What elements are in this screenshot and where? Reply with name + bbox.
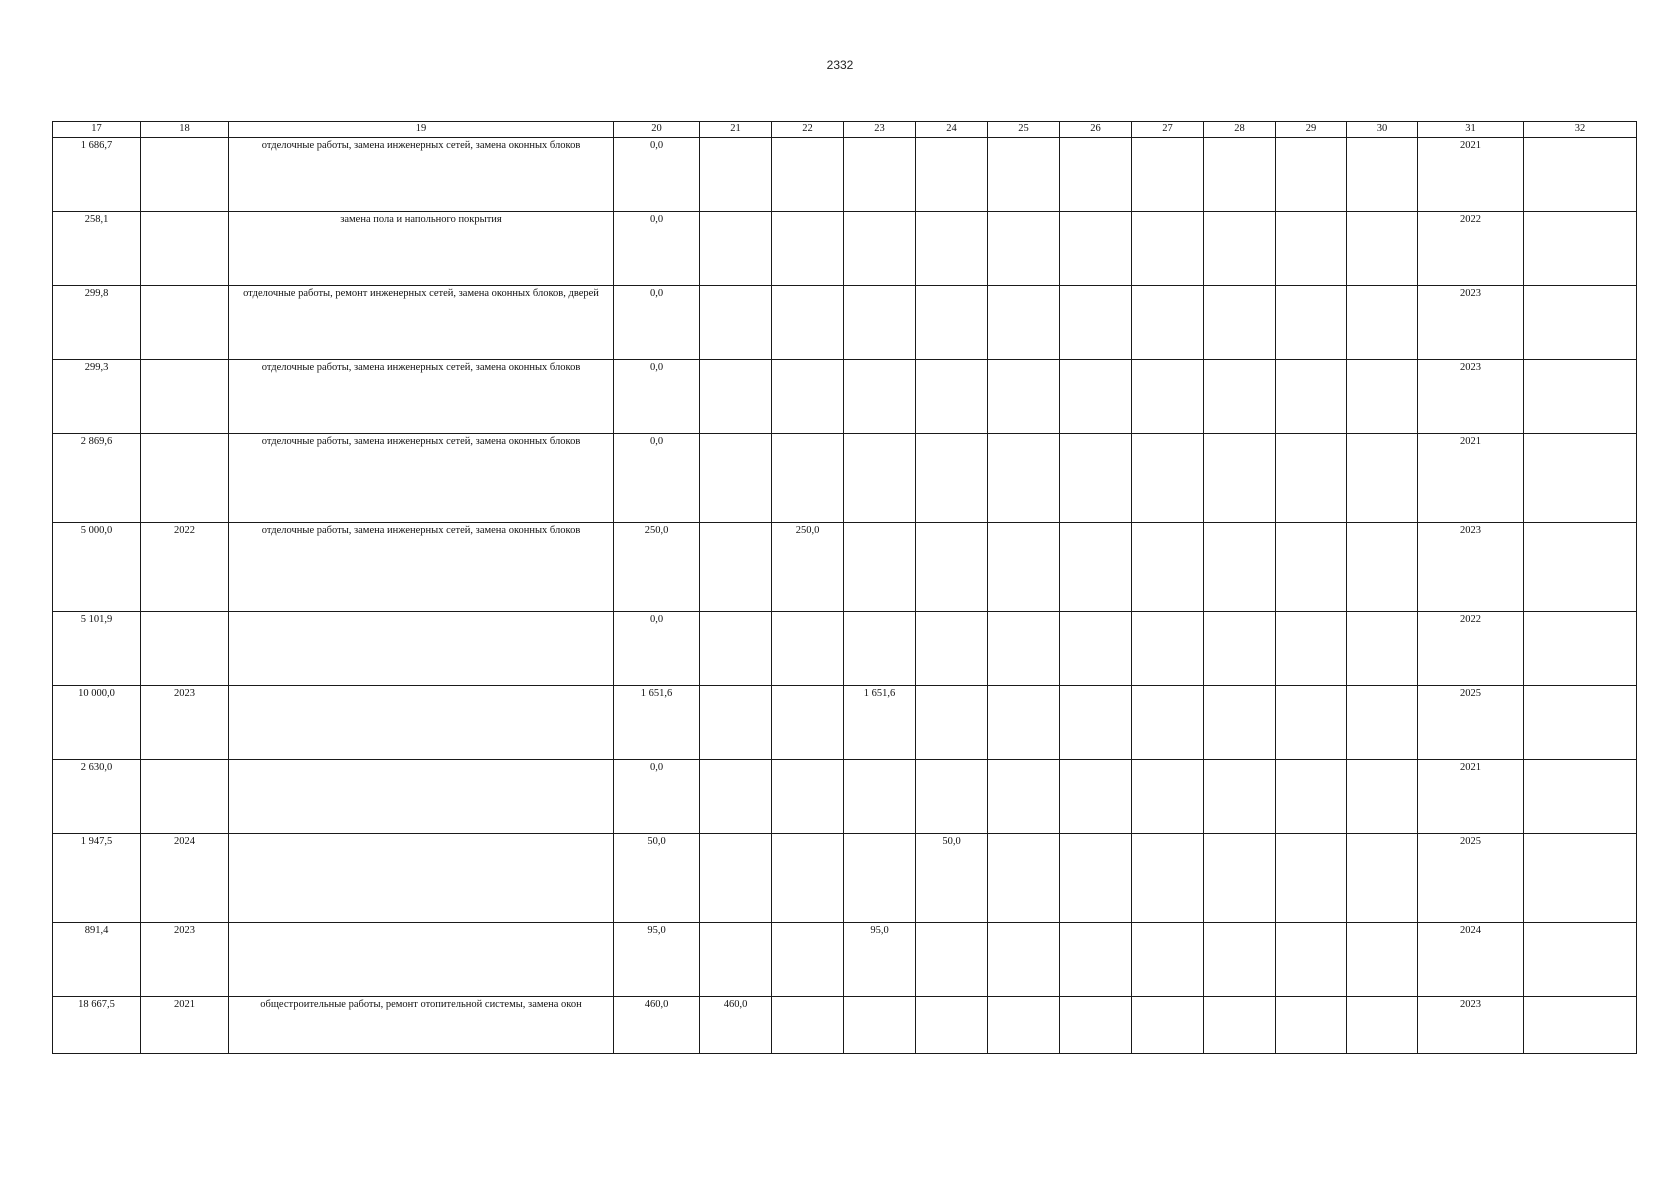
table-cell: [1060, 923, 1132, 997]
table-cell: [1060, 686, 1132, 760]
table-cell: [1132, 923, 1204, 997]
column-header: 23: [844, 122, 916, 138]
table-cell: [844, 997, 916, 1054]
column-header: 18: [141, 122, 229, 138]
table-cell: 0,0: [614, 212, 700, 286]
table-row: [53, 286, 1637, 360]
table-cell: 0,0: [614, 612, 700, 686]
table-cell: [772, 612, 844, 686]
table-cell: [1060, 523, 1132, 612]
table-cell: 2 869,6: [53, 434, 141, 523]
column-header: 26: [1060, 122, 1132, 138]
table-cell: 2021: [1418, 760, 1524, 834]
table-cell: [1204, 612, 1276, 686]
table-cell: [1060, 997, 1132, 1054]
table-cell: 2022: [1418, 612, 1524, 686]
table-cell: [1132, 997, 1204, 1054]
table-cell: [916, 612, 988, 686]
table-cell: 2024: [1418, 923, 1524, 997]
table-cell: [1132, 612, 1204, 686]
table-cell: [700, 923, 772, 997]
table-cell: [1276, 686, 1347, 760]
column-header: 29: [1276, 122, 1347, 138]
table-cell: [1132, 523, 1204, 612]
table-cell: [1276, 760, 1347, 834]
table-cell: [1347, 834, 1418, 923]
table-cell: 50,0: [916, 834, 988, 923]
table-cell: [1204, 686, 1276, 760]
table-row: [53, 997, 1637, 1054]
table-cell: [1132, 360, 1204, 434]
table-cell: 0,0: [614, 760, 700, 834]
table-cell: отделочные работы, замена инженерных сетей, замена оконных блоков: [229, 138, 614, 212]
table-cell: отделочные работы, ремонт инженерных сетей, замена оконных блоков, дверей: [229, 286, 614, 360]
table-cell: [141, 360, 229, 434]
table-cell: [229, 834, 614, 923]
table-row: [53, 434, 1637, 523]
table-cell: [772, 138, 844, 212]
table-cell: [1276, 434, 1347, 523]
table-cell: 5 101,9: [53, 612, 141, 686]
table-cell: [1347, 686, 1418, 760]
table-cell: [988, 686, 1060, 760]
table-cell: 460,0: [614, 997, 700, 1054]
table-cell: [1276, 138, 1347, 212]
table-cell: [1204, 434, 1276, 523]
table-cell: общестроительные работы, ремонт отопительной системы, замена окон: [229, 997, 614, 1054]
table-cell: 5 000,0: [53, 523, 141, 612]
table-cell: 50,0: [614, 834, 700, 923]
table-cell: [700, 834, 772, 923]
table-cell: [1524, 612, 1637, 686]
table-cell: [916, 760, 988, 834]
table-cell: замена пола и напольного покрытия: [229, 212, 614, 286]
table-cell: 250,0: [614, 523, 700, 612]
table-cell: 1 651,6: [844, 686, 916, 760]
column-header: 25: [988, 122, 1060, 138]
table-cell: [772, 923, 844, 997]
table-cell: [988, 212, 1060, 286]
table-cell: [1204, 360, 1276, 434]
table-cell: 2023: [1418, 997, 1524, 1054]
table-cell: [141, 612, 229, 686]
table-cell: [916, 997, 988, 1054]
table-row: [53, 612, 1637, 686]
table-cell: [1276, 360, 1347, 434]
table-cell: 460,0: [700, 997, 772, 1054]
table-cell: 2023: [1418, 360, 1524, 434]
table-cell: 2025: [1418, 686, 1524, 760]
table-cell: [1204, 138, 1276, 212]
table-cell: [141, 212, 229, 286]
table-cell: [700, 212, 772, 286]
table-cell: [988, 612, 1060, 686]
table-row: [53, 686, 1637, 760]
table-cell: [1347, 997, 1418, 1054]
table-cell: 1 947,5: [53, 834, 141, 923]
table-cell: [772, 760, 844, 834]
column-header: 28: [1204, 122, 1276, 138]
table-cell: [1347, 923, 1418, 997]
table-cell: 10 000,0: [53, 686, 141, 760]
table-cell: [141, 138, 229, 212]
table-row: [53, 138, 1637, 212]
table-cell: [1347, 612, 1418, 686]
table-cell: [1132, 686, 1204, 760]
column-header: 19: [229, 122, 614, 138]
table-cell: [1524, 434, 1637, 523]
table-cell: [1132, 760, 1204, 834]
table-cell: [772, 360, 844, 434]
table-cell: [700, 138, 772, 212]
table-row: [53, 523, 1637, 612]
table-cell: [916, 923, 988, 997]
page-number: 2332: [826, 58, 854, 72]
column-header: 20: [614, 122, 700, 138]
table-cell: 250,0: [772, 523, 844, 612]
table-cell: [1132, 834, 1204, 923]
table-cell: [1347, 286, 1418, 360]
table-cell: 0,0: [614, 360, 700, 434]
table-cell: 258,1: [53, 212, 141, 286]
table-cell: [1060, 834, 1132, 923]
table-cell: 299,3: [53, 360, 141, 434]
table-cell: [141, 434, 229, 523]
table-cell: [916, 686, 988, 760]
table-cell: [1524, 138, 1637, 212]
table-cell: [1276, 923, 1347, 997]
table-cell: [1524, 834, 1637, 923]
column-header: 32: [1524, 122, 1637, 138]
table-cell: 0,0: [614, 286, 700, 360]
table-row: [53, 212, 1637, 286]
table-cell: [916, 138, 988, 212]
table-cell: [988, 434, 1060, 523]
table-cell: [988, 923, 1060, 997]
table-cell: 95,0: [844, 923, 916, 997]
table-cell: [772, 834, 844, 923]
table-cell: [700, 612, 772, 686]
table-cell: 2025: [1418, 834, 1524, 923]
column-header: 17: [53, 122, 141, 138]
table-cell: [1060, 286, 1132, 360]
table-cell: [1524, 523, 1637, 612]
table-cell: 0,0: [614, 138, 700, 212]
table-cell: [1524, 686, 1637, 760]
table-cell: [1204, 923, 1276, 997]
table-cell: [916, 434, 988, 523]
table-cell: [1347, 434, 1418, 523]
column-header: 22: [772, 122, 844, 138]
table-cell: 2023: [141, 686, 229, 760]
table-cell: [988, 138, 1060, 212]
table-cell: [229, 686, 614, 760]
header-row: [53, 122, 1637, 138]
table-cell: [1204, 286, 1276, 360]
table-cell: [1347, 138, 1418, 212]
table-cell: [1060, 612, 1132, 686]
table-cell: [844, 760, 916, 834]
column-header: 21: [700, 122, 772, 138]
table-cell: 95,0: [614, 923, 700, 997]
table-cell: [700, 523, 772, 612]
table-cell: [700, 686, 772, 760]
table-cell: отделочные работы, замена инженерных сетей, замена оконных блоков: [229, 434, 614, 523]
table-cell: [1276, 523, 1347, 612]
table-cell: [916, 523, 988, 612]
table-cell: [988, 834, 1060, 923]
table-cell: [700, 434, 772, 523]
column-header: 31: [1418, 122, 1524, 138]
table-cell: [700, 286, 772, 360]
table-cell: 0,0: [614, 434, 700, 523]
table-cell: 2021: [1418, 138, 1524, 212]
table-cell: [844, 434, 916, 523]
table-cell: [1276, 997, 1347, 1054]
table-cell: [1204, 834, 1276, 923]
table-cell: [1347, 360, 1418, 434]
table-cell: отделочные работы, замена инженерных сетей, замена оконных блоков: [229, 523, 614, 612]
table-cell: 299,8: [53, 286, 141, 360]
table-cell: [1524, 212, 1637, 286]
table-cell: 891,4: [53, 923, 141, 997]
table-cell: [1204, 760, 1276, 834]
table-cell: [844, 523, 916, 612]
table-cell: [1524, 923, 1637, 997]
table-cell: [916, 212, 988, 286]
column-header: 24: [916, 122, 988, 138]
table-cell: [1132, 212, 1204, 286]
table-cell: [229, 760, 614, 834]
table-cell: [916, 286, 988, 360]
table-cell: 2022: [1418, 212, 1524, 286]
table-cell: [1347, 523, 1418, 612]
table-cell: [1347, 212, 1418, 286]
table-cell: [229, 612, 614, 686]
table-cell: [844, 612, 916, 686]
table-cell: [1132, 434, 1204, 523]
table-cell: [844, 286, 916, 360]
column-header: 27: [1132, 122, 1204, 138]
table-cell: [1524, 360, 1637, 434]
table-cell: [1276, 834, 1347, 923]
table-cell: 2023: [1418, 523, 1524, 612]
table-cell: [700, 360, 772, 434]
table-cell: [772, 434, 844, 523]
table-cell: [988, 760, 1060, 834]
table-cell: 2023: [141, 923, 229, 997]
table-cell: 2 630,0: [53, 760, 141, 834]
column-header: 30: [1347, 122, 1418, 138]
table-cell: [1524, 286, 1637, 360]
table-cell: [700, 760, 772, 834]
table-cell: [988, 523, 1060, 612]
table-cell: [1204, 523, 1276, 612]
table-cell: 2022: [141, 523, 229, 612]
table-cell: отделочные работы, замена инженерных сетей, замена оконных блоков: [229, 360, 614, 434]
table-cell: 2021: [1418, 434, 1524, 523]
table-cell: [141, 286, 229, 360]
table-cell: [988, 360, 1060, 434]
table-cell: [844, 138, 916, 212]
table-row: [53, 923, 1637, 997]
table-body: [53, 138, 1637, 1054]
table-cell: [1276, 212, 1347, 286]
table-cell: [141, 760, 229, 834]
table-cell: 2023: [1418, 286, 1524, 360]
table-cell: 1 651,6: [614, 686, 700, 760]
table-cell: [772, 997, 844, 1054]
table-cell: [1060, 212, 1132, 286]
table-cell: [844, 212, 916, 286]
table-cell: [1204, 212, 1276, 286]
table-cell: [844, 360, 916, 434]
table-cell: [772, 286, 844, 360]
table-cell: [772, 212, 844, 286]
table-cell: 2024: [141, 834, 229, 923]
table-cell: [1060, 138, 1132, 212]
table-cell: [1204, 997, 1276, 1054]
table-cell: [916, 360, 988, 434]
table-cell: [1276, 286, 1347, 360]
table-row: [53, 760, 1637, 834]
table-cell: [1524, 760, 1637, 834]
table-cell: [1132, 138, 1204, 212]
table-cell: [229, 923, 614, 997]
table-cell: 18 667,5: [53, 997, 141, 1054]
table-cell: [844, 834, 916, 923]
table-cell: [1347, 760, 1418, 834]
table-cell: 1 686,7: [53, 138, 141, 212]
table-cell: [988, 997, 1060, 1054]
table-cell: [1276, 612, 1347, 686]
table-cell: [988, 286, 1060, 360]
table-cell: [772, 686, 844, 760]
table-cell: [1060, 434, 1132, 523]
table-row: [53, 360, 1637, 434]
data-table: [52, 121, 1637, 1054]
table-cell: [1060, 360, 1132, 434]
table-header: [53, 122, 1637, 138]
table-cell: 2021: [141, 997, 229, 1054]
table-cell: [1132, 286, 1204, 360]
table-cell: [1060, 760, 1132, 834]
table-row: [53, 834, 1637, 923]
table-cell: [1524, 997, 1637, 1054]
